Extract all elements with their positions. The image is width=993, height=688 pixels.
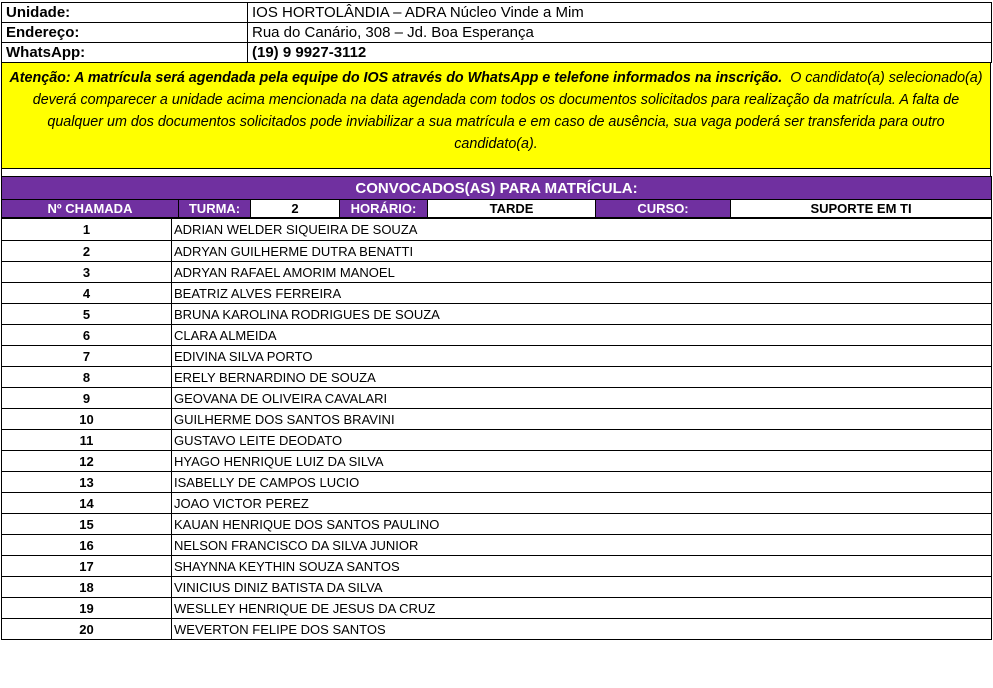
table-row	[2, 493, 992, 514]
candidate-name: KAUAN HENRIQUE DOS SANTOS PAULINO	[172, 514, 992, 535]
candidate-name: ADRIAN WELDER SIQUEIRA DE SOUZA	[172, 219, 992, 241]
spreadsheet-sheet	[1, 2, 991, 640]
candidate-name: ADRYAN RAFAEL AMORIM MANOEL	[172, 262, 992, 283]
unidade-value: IOS HORTOLÂNDIA – ADRA Núcleo Vinde a Mim	[248, 3, 992, 23]
unidade-label: Unidade:	[2, 3, 248, 23]
candidate-name: HYAGO HENRIQUE LUIZ DA SILVA	[172, 451, 992, 472]
candidate-name: VINICIUS DINIZ BATISTA DA SILVA	[172, 577, 992, 598]
whatsapp-row	[2, 43, 992, 63]
candidate-name: BRUNA KAROLINA RODRIGUES DE SOUZA	[172, 304, 992, 325]
chamada-header: Nº CHAMADA	[2, 200, 179, 218]
candidate-name: WEVERTON FELIPE DOS SANTOS	[172, 619, 992, 640]
chamada-number: 6	[2, 325, 172, 346]
candidate-name: JOAO VICTOR PEREZ	[172, 493, 992, 514]
table-row	[2, 304, 992, 325]
notice-text: O candidato(a) selecionado(a) deverá comparecer a unidade acima mencionada na data agendada com todos os documentos solicitados para realização da matrícula. A falta de qualquer um dos documentos solicitados pode inviabilizar a sua matrícula e em caso de ausência, sua vaga poderá ser transferida para outro candidato(a).	[32, 70, 983, 152]
table-row	[2, 388, 992, 409]
endereco-label: Endereço:	[2, 23, 248, 43]
chamada-number: 1	[2, 219, 172, 241]
notice-bold-text: Atenção: A matrícula será agendada pela equipe do IOS através do WhatsApp e telefone informados na inscrição.	[9, 70, 783, 86]
candidate-name: EDIVINA SILVA PORTO	[172, 346, 992, 367]
chamada-number: 2	[2, 241, 172, 262]
table-row	[2, 367, 992, 388]
candidate-list	[1, 218, 992, 640]
table-row	[2, 556, 992, 577]
chamada-number: 15	[2, 514, 172, 535]
table-row	[2, 472, 992, 493]
table-row	[2, 430, 992, 451]
candidate-name: GUILHERME DOS SANTOS BRAVINI	[172, 409, 992, 430]
curso-value: SUPORTE EM TI	[731, 200, 992, 218]
list-header-row	[2, 200, 992, 218]
table-row	[2, 619, 992, 640]
chamada-number: 9	[2, 388, 172, 409]
candidate-name: ISABELLY DE CAMPOS LUCIO	[172, 472, 992, 493]
candidate-name: BEATRIZ ALVES FERREIRA	[172, 283, 992, 304]
chamada-number: 5	[2, 304, 172, 325]
candidate-name: SHAYNNA KEYTHIN SOUZA SANTOS	[172, 556, 992, 577]
chamada-number: 19	[2, 598, 172, 619]
table-row	[2, 514, 992, 535]
turma-label: TURMA:	[179, 200, 251, 218]
table-row	[2, 283, 992, 304]
convocados-table	[1, 176, 992, 218]
endereco-value: Rua do Canário, 308 – Jd. Boa Esperança	[248, 23, 992, 43]
candidate-name: ADRYAN GUILHERME DUTRA BENATTI	[172, 241, 992, 262]
list-title-row	[2, 177, 992, 200]
chamada-number: 18	[2, 577, 172, 598]
chamada-number: 12	[2, 451, 172, 472]
candidate-name: GEOVANA DE OLIVEIRA CAVALARI	[172, 388, 992, 409]
chamada-number: 8	[2, 367, 172, 388]
table-row	[2, 241, 992, 262]
chamada-number: 13	[2, 472, 172, 493]
candidate-name: CLARA ALMEIDA	[172, 325, 992, 346]
table-row	[2, 219, 992, 241]
table-row	[2, 535, 992, 556]
table-row	[2, 451, 992, 472]
chamada-number: 4	[2, 283, 172, 304]
unidade-row	[2, 3, 992, 23]
candidate-name: NELSON FRANCISCO DA SILVA JUNIOR	[172, 535, 992, 556]
chamada-number: 10	[2, 409, 172, 430]
chamada-number: 11	[2, 430, 172, 451]
table-row	[2, 409, 992, 430]
endereco-row	[2, 23, 992, 43]
table-row	[2, 598, 992, 619]
candidate-name: ERELY BERNARDINO DE SOUZA	[172, 367, 992, 388]
table-row	[2, 577, 992, 598]
whatsapp-value: (19) 9 9927-3112	[248, 43, 992, 63]
chamada-number: 17	[2, 556, 172, 577]
chamada-number: 14	[2, 493, 172, 514]
whatsapp-label: WhatsApp:	[2, 43, 248, 63]
spacer	[1, 169, 991, 176]
table-row	[2, 262, 992, 283]
horario-value: TARDE	[428, 200, 596, 218]
chamada-number: 3	[2, 262, 172, 283]
turma-value: 2	[251, 200, 340, 218]
unit-info-table	[1, 2, 992, 63]
list-title: CONVOCADOS(AS) PARA MATRÍCULA:	[2, 177, 992, 200]
horario-label: HORÁRIO:	[340, 200, 428, 218]
table-row	[2, 325, 992, 346]
chamada-number: 7	[2, 346, 172, 367]
candidate-name: WESLLEY HENRIQUE DE JESUS DA CRUZ	[172, 598, 992, 619]
curso-label: CURSO:	[596, 200, 731, 218]
candidate-name: GUSTAVO LEITE DEODATO	[172, 430, 992, 451]
chamada-number: 20	[2, 619, 172, 640]
enrollment-notice	[1, 63, 991, 169]
chamada-number: 16	[2, 535, 172, 556]
table-row	[2, 346, 992, 367]
